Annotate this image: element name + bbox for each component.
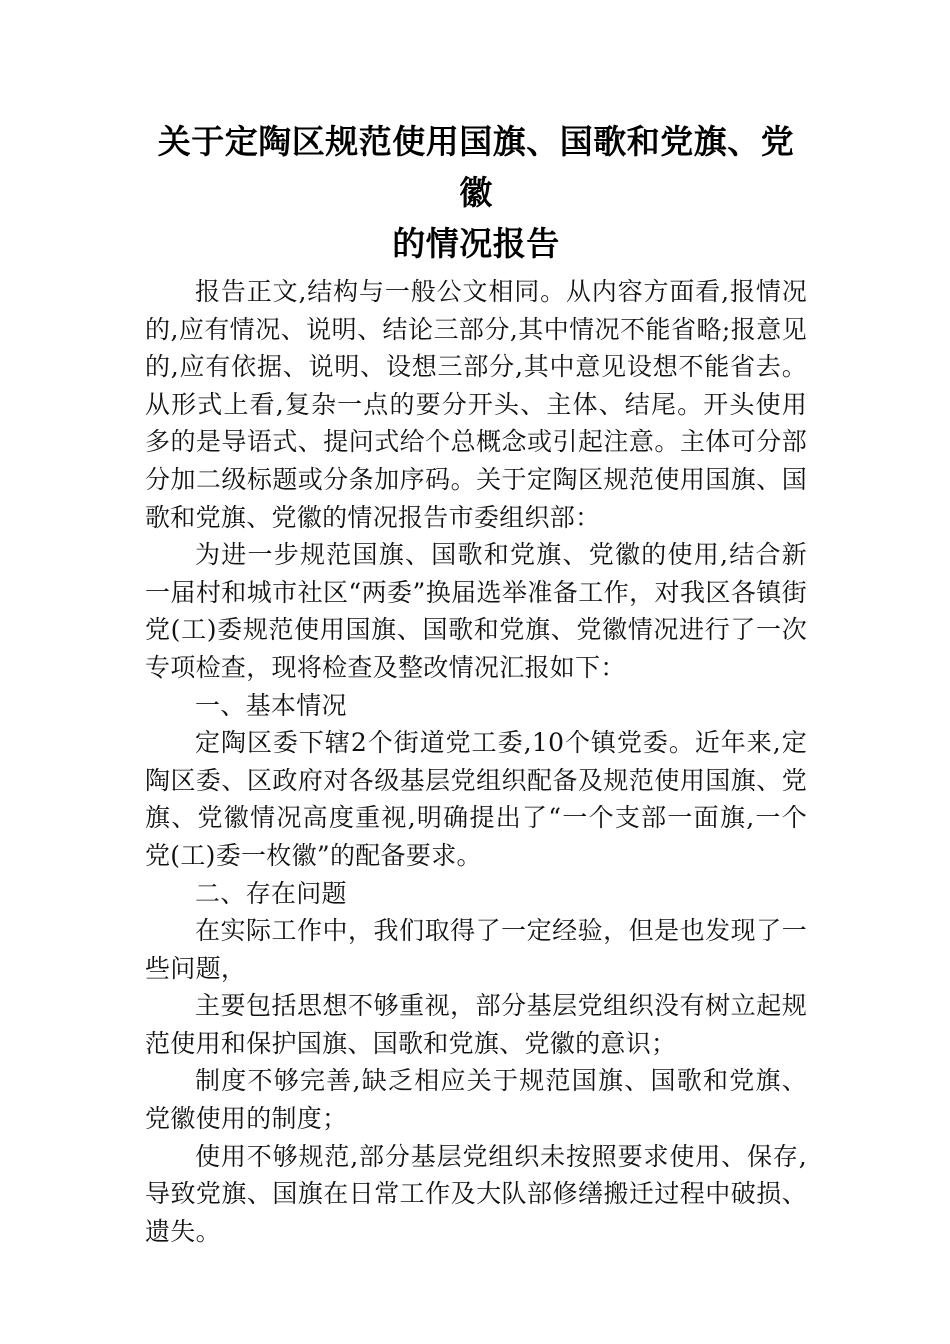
title-line-1: 关于定陶区规范使用国旗、国歌和党旗、党徽 bbox=[157, 122, 795, 212]
section-heading-problems: 二、存在问题 bbox=[195, 878, 347, 908]
paragraph-purpose: 为进一步规范国旗、国歌和党旗、党徽的使用,结合新一届村和城市社区“两委”换届选举准备工作，对我区各镇街党(工)委规范使用国旗、国歌和党旗、党徽情况进行了一次专项检查，现将检查及整改情况汇报如下： bbox=[145, 540, 807, 682]
paragraph-intro: 报告正文,结构与一般公文相同。从内容方面看,报情况的,应有情况、说明、结论三部分,其中情况不能省略;报意见的,应有依据、说明、设想三部分,其中意见设想不能省去。从形式上看,复杂一点的要分开头、主体、结尾。开头使用多的是导语式、提问式给个总概念或引起注意。主体可分部分加二级标题或分条加序码。关于定陶区规范使用国旗、国歌和党旗、党徽的情况报告市委组织部： bbox=[145, 277, 807, 532]
paragraph-basic-situation: 定陶区委下辖2个街道党工委,10个镇党委。近年来,定陶区委、区政府对各级基层党组织配备及规范使用国旗、党旗、党徽情况高度重视,明确提出了“一个支部一面旗,一个党(工)委一枚徽”的配备要求。 bbox=[145, 728, 807, 870]
paragraph-problems-intro: 在实际工作中，我们取得了一定经验，但是也发现了一些问题， bbox=[145, 916, 807, 983]
report-text bbox=[145, 273, 807, 1250]
paragraph-problem-usage: 使用不够规范,部分基层党组织未按照要求使用、保存,导致党旗、国旗在日常工作及大队部修缮搬迁过程中破损、遗失。 bbox=[145, 1141, 807, 1246]
paragraph-problem-awareness: 主要包括思想不够重视，部分基层党组织没有树立起规范使用和保护国旗、国歌和党旗、党徽的意识； bbox=[145, 991, 807, 1058]
document-body bbox=[145, 116, 807, 1250]
title-line-2: 的情况报告 bbox=[392, 224, 560, 263]
paragraph-problem-system: 制度不够完善,缺乏相应关于规范国旗、国歌和党旗、党徽使用的制度； bbox=[145, 1066, 807, 1134]
document-title bbox=[145, 116, 807, 269]
section-heading-basic: 一、基本情况 bbox=[195, 690, 347, 720]
